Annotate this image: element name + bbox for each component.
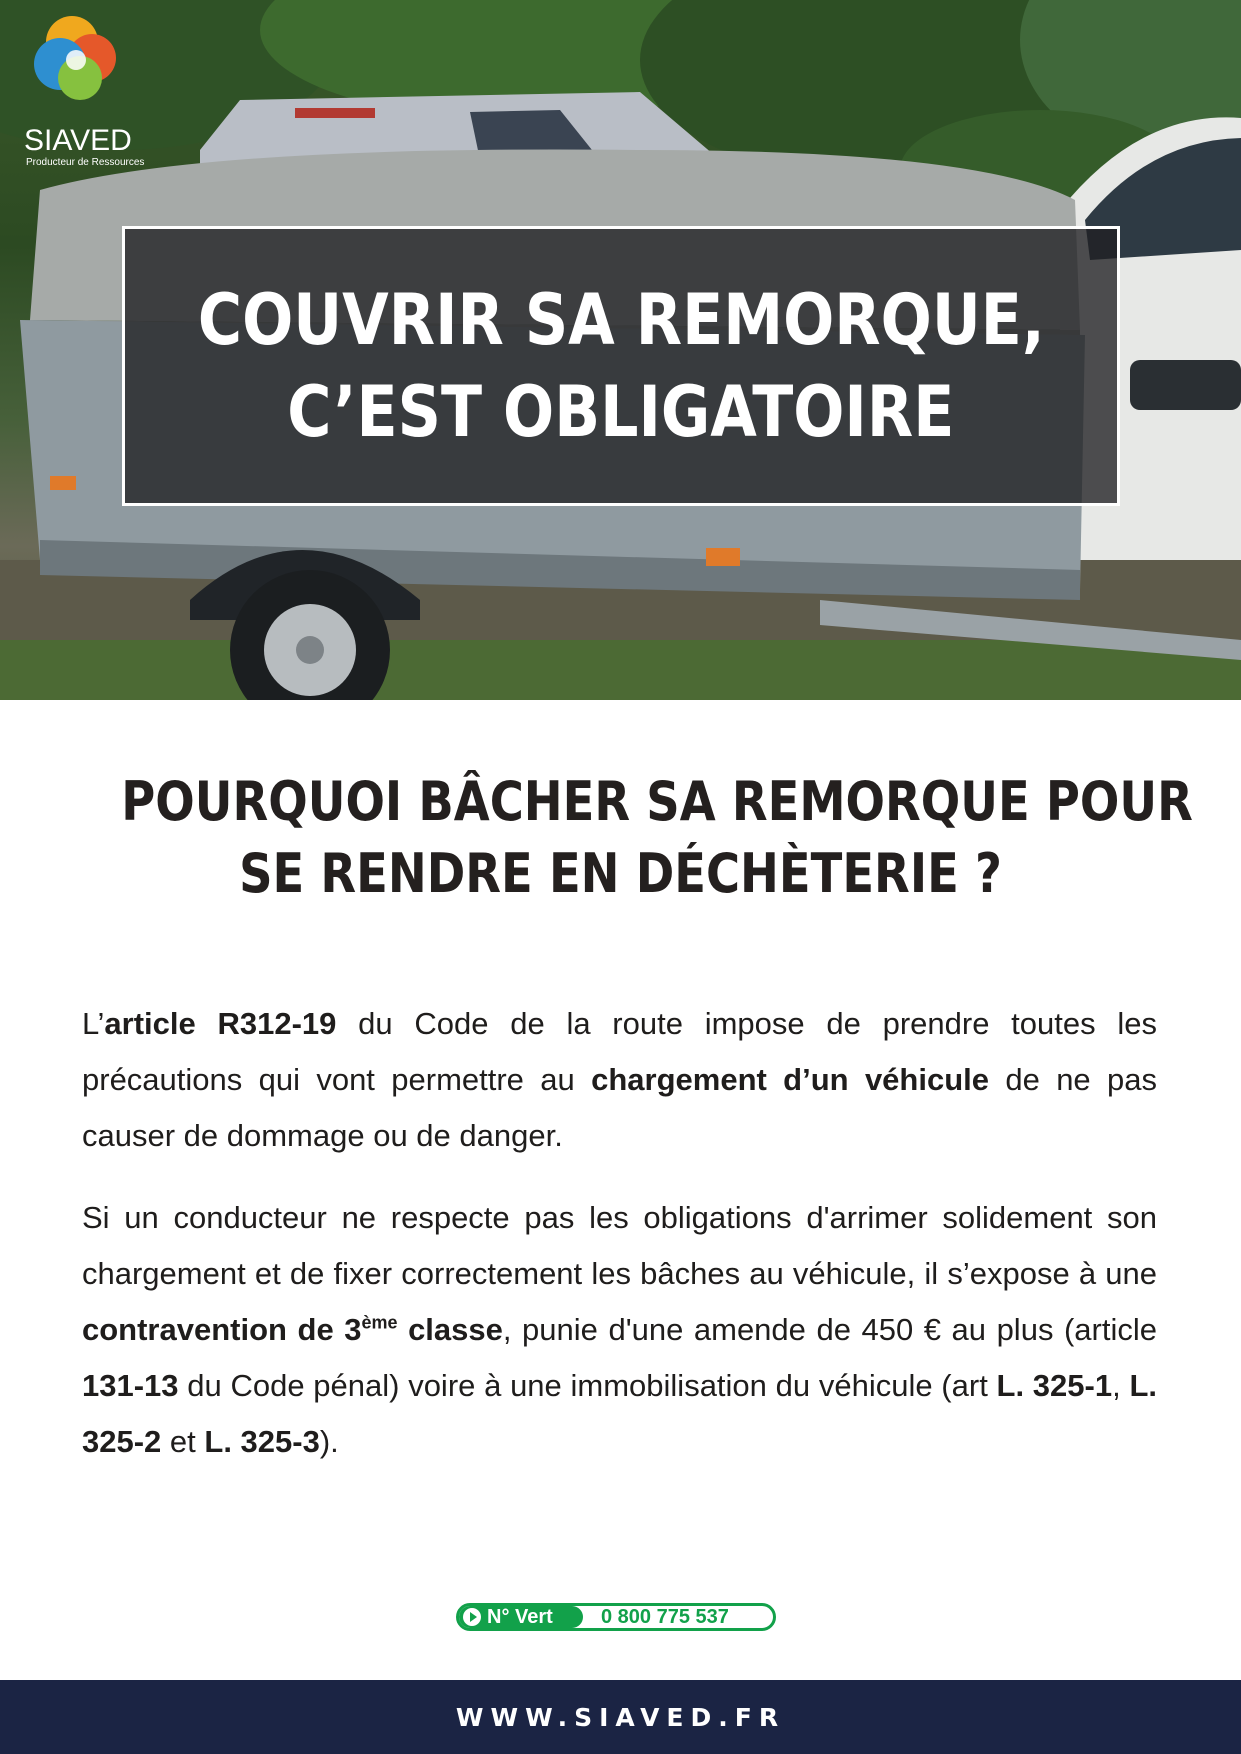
main-title-line-2: C’EST OBLIGATOIRE: [287, 371, 955, 453]
main-title-box: [122, 226, 1120, 506]
p2-superscript: ème: [361, 1312, 398, 1333]
p1-bold-article: article R312-19: [104, 1006, 337, 1041]
hero-photo: [0, 0, 1241, 700]
p2-bold-contravention: contravention de 3: [82, 1312, 362, 1347]
p2-bold-131-13: 131-13: [82, 1368, 179, 1403]
numero-vert-label-block: [459, 1606, 583, 1628]
footer-bar: [0, 1680, 1241, 1754]
p2-bold-l325-1: L. 325-1: [996, 1368, 1113, 1403]
p2-text-3: du Code pénal) voire à une immobilisation du véhicule (art: [178, 1368, 997, 1403]
paragraph-sanctions: [82, 1190, 1157, 1470]
p2-bold-classe: classe: [397, 1312, 503, 1347]
question-line-2: SE RENDRE EN DÉCHÈTERIE ?: [239, 842, 1002, 905]
numero-vert-label: N° Vert: [487, 1605, 553, 1628]
p2-text-2: , punie d'une amende de 450 € au plus (article: [502, 1312, 1158, 1347]
paragraph-article-r312-19: [82, 996, 1157, 1164]
siaved-logo: [0, 0, 150, 140]
website-url: WWW.SIAVED.FR: [455, 1702, 786, 1732]
question-heading: [40, 766, 1201, 910]
p1-bold-chargement: chargement d’un véhicule: [591, 1062, 990, 1097]
main-title-line-1: COUVRIR SA REMORQUE,: [197, 279, 1045, 361]
p1-text-2: du Code de la route impose de prendre toutes les précautions qui vont permettre au: [82, 1006, 1157, 1097]
p1-text-3: de ne pas causer de dommage ou de danger.: [82, 1062, 1157, 1153]
numero-vert-badge: [456, 1603, 776, 1631]
p2-text-5: et: [161, 1424, 205, 1459]
logo-name: SIAVED: [24, 124, 132, 157]
body-text: [82, 996, 1157, 1496]
p1-text-1: L’: [82, 1006, 105, 1041]
numero-vert-number: 0 800 775 537: [601, 1605, 729, 1628]
p2-bold-l325-3: L. 325-3: [204, 1424, 320, 1459]
logo-tagline: Producteur de Ressources: [26, 157, 145, 168]
p2-text-6: ).: [319, 1424, 339, 1459]
p2-text-4: ,: [1112, 1368, 1130, 1403]
play-arrow-icon: [463, 1608, 481, 1626]
question-line-1: POURQUOI BÂCHER SA REMORQUE POUR: [121, 770, 1193, 833]
p2-bold-l325-2: L. 325-2: [82, 1368, 1157, 1459]
p2-text-1: Si un conducteur ne respecte pas les obligations d'arrimer solidement son chargement et de fixer correctement les bâches au véhicule, il s’expose à une: [82, 1200, 1157, 1291]
